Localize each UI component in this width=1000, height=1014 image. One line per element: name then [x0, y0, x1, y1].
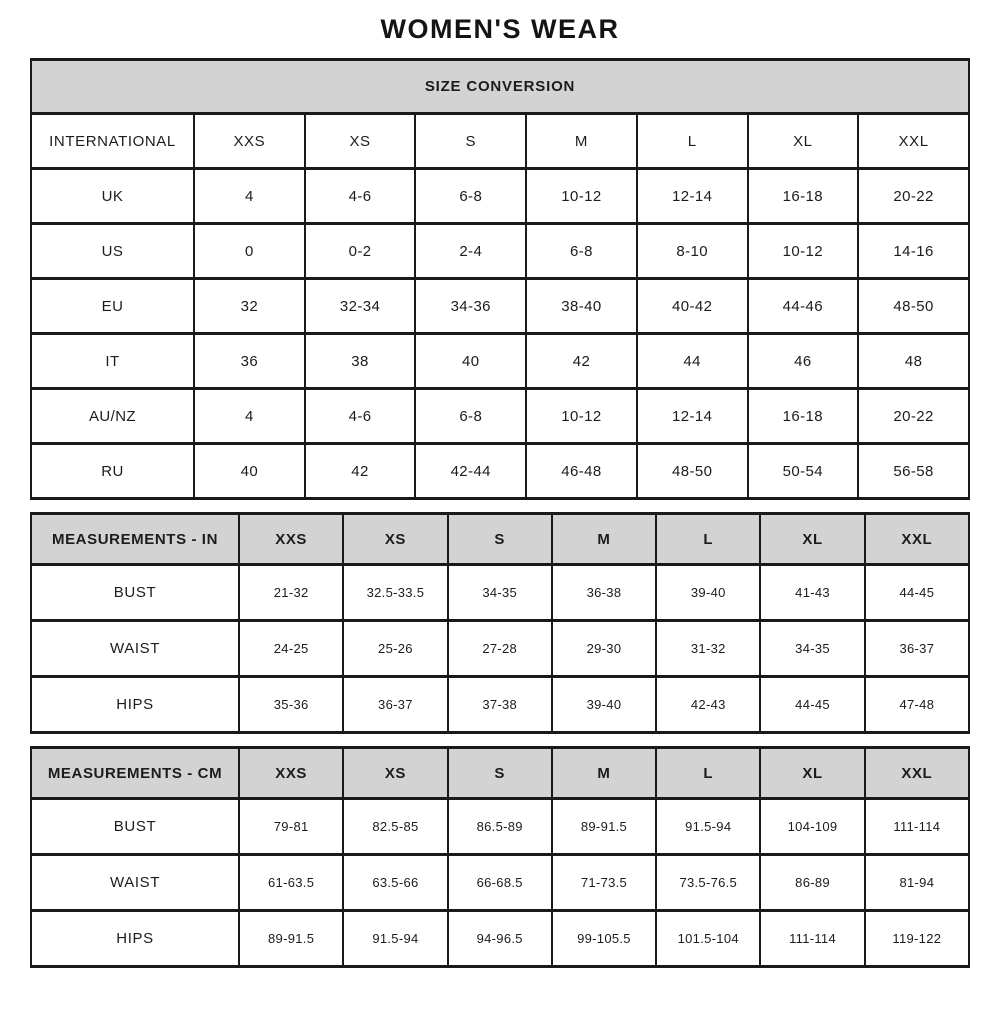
- size-conversion-banner-row: [31, 60, 969, 114]
- cell: 73.5-76.5: [656, 855, 760, 911]
- cell: 104-109: [760, 799, 864, 855]
- cell: 111-114: [865, 799, 969, 855]
- cell: 99-105.5: [552, 911, 656, 967]
- cell: 36-38: [552, 565, 656, 621]
- size-conversion-title: SIZE CONVERSION: [31, 60, 969, 114]
- cell: 32: [194, 279, 305, 334]
- row-label: HIPS: [31, 677, 239, 733]
- cell: 48-50: [858, 279, 969, 334]
- cell: 0-2: [305, 224, 416, 279]
- row-label: HIPS: [31, 911, 239, 967]
- cell: 111-114: [760, 911, 864, 967]
- col-header-l: L: [656, 514, 760, 565]
- size-conversion-table: [30, 58, 970, 500]
- col-header-xxs: XXS: [239, 748, 343, 799]
- cell: 32.5-33.5: [343, 565, 447, 621]
- cell: 16-18: [748, 389, 859, 444]
- cell: 36-37: [865, 621, 969, 677]
- table-row-uk: [31, 169, 969, 224]
- row-label: BUST: [31, 565, 239, 621]
- cell: 34-35: [448, 565, 552, 621]
- col-header-xl: XL: [760, 748, 864, 799]
- col-header-m: M: [552, 514, 656, 565]
- cell: 50-54: [748, 444, 859, 499]
- cell: 32-34: [305, 279, 416, 334]
- cell: 24-25: [239, 621, 343, 677]
- cell: 44-46: [748, 279, 859, 334]
- cell: 42-44: [415, 444, 526, 499]
- cell: 6-8: [415, 169, 526, 224]
- cell: 89-91.5: [552, 799, 656, 855]
- measurements-in-table: [30, 512, 970, 734]
- cell: 10-12: [748, 224, 859, 279]
- cell: 36-37: [343, 677, 447, 733]
- col-header-l: L: [637, 114, 748, 169]
- col-header-xxl: XXL: [865, 748, 969, 799]
- cell: 40: [194, 444, 305, 499]
- measurements-in-title: MEASUREMENTS - IN: [31, 514, 239, 565]
- table-row-waist-in: [31, 621, 969, 677]
- cell: 44: [637, 334, 748, 389]
- cell: 6-8: [526, 224, 637, 279]
- col-header-xs: XS: [343, 748, 447, 799]
- col-header-l: L: [656, 748, 760, 799]
- col-header-xxl: XXL: [858, 114, 969, 169]
- cell: 35-36: [239, 677, 343, 733]
- cell: 56-58: [858, 444, 969, 499]
- size-conversion-column-header-row: [31, 114, 969, 169]
- cell: 8-10: [637, 224, 748, 279]
- cell: 40-42: [637, 279, 748, 334]
- cell: 91.5-94: [656, 799, 760, 855]
- cell: 71-73.5: [552, 855, 656, 911]
- row-label: IT: [31, 334, 194, 389]
- cell: 20-22: [858, 389, 969, 444]
- cell: 38: [305, 334, 416, 389]
- table-row-hips-in: [31, 677, 969, 733]
- table-row-it: [31, 334, 969, 389]
- col-header-m: M: [552, 748, 656, 799]
- measurements-cm-table: [30, 746, 970, 968]
- col-header-m: M: [526, 114, 637, 169]
- cell: 2-4: [415, 224, 526, 279]
- row-label: BUST: [31, 799, 239, 855]
- cell: 36: [194, 334, 305, 389]
- cell: 119-122: [865, 911, 969, 967]
- table-row-aunz: [31, 389, 969, 444]
- cell: 42: [305, 444, 416, 499]
- cell: 10-12: [526, 169, 637, 224]
- cell: 86.5-89: [448, 799, 552, 855]
- row-label: AU/NZ: [31, 389, 194, 444]
- cell: 10-12: [526, 389, 637, 444]
- cell: 38-40: [526, 279, 637, 334]
- cell: 4: [194, 389, 305, 444]
- cell: 14-16: [858, 224, 969, 279]
- cell: 86-89: [760, 855, 864, 911]
- cell: 48: [858, 334, 969, 389]
- cell: 4-6: [305, 389, 416, 444]
- cell: 63.5-66: [343, 855, 447, 911]
- cell: 44-45: [865, 565, 969, 621]
- cell: 61-63.5: [239, 855, 343, 911]
- cell: 46: [748, 334, 859, 389]
- row-label: UK: [31, 169, 194, 224]
- cell: 42-43: [656, 677, 760, 733]
- row-label: WAIST: [31, 621, 239, 677]
- cell: 31-32: [656, 621, 760, 677]
- cell: 94-96.5: [448, 911, 552, 967]
- cell: 48-50: [637, 444, 748, 499]
- cell: 6-8: [415, 389, 526, 444]
- col-header-xxs: XXS: [239, 514, 343, 565]
- row-label: WAIST: [31, 855, 239, 911]
- col-header-s: S: [448, 514, 552, 565]
- cell: 4: [194, 169, 305, 224]
- col-header-s: S: [415, 114, 526, 169]
- col-header-xs: XS: [343, 514, 447, 565]
- col-header-s: S: [448, 748, 552, 799]
- cell: 39-40: [552, 677, 656, 733]
- cell: 34-36: [415, 279, 526, 334]
- page-title: WOMEN'S WEAR: [380, 14, 620, 44]
- col-header-xxl: XXL: [865, 514, 969, 565]
- col-header-international: INTERNATIONAL: [31, 114, 194, 169]
- table-row-bust-cm: [31, 799, 969, 855]
- cell: 12-14: [637, 169, 748, 224]
- row-label: RU: [31, 444, 194, 499]
- cell: 41-43: [760, 565, 864, 621]
- measurements-in-header-row: [31, 514, 969, 565]
- cell: 39-40: [656, 565, 760, 621]
- cell: 79-81: [239, 799, 343, 855]
- cell: 21-32: [239, 565, 343, 621]
- table-row-bust-in: [31, 565, 969, 621]
- cell: 89-91.5: [239, 911, 343, 967]
- cell: 12-14: [637, 389, 748, 444]
- cell: 101.5-104: [656, 911, 760, 967]
- size-chart-page: [0, 14, 1000, 968]
- cell: 47-48: [865, 677, 969, 733]
- table-row-eu: [31, 279, 969, 334]
- col-header-xl: XL: [748, 114, 859, 169]
- cell: 81-94: [865, 855, 969, 911]
- cell: 0: [194, 224, 305, 279]
- cell: 42: [526, 334, 637, 389]
- cell: 40: [415, 334, 526, 389]
- cell: 91.5-94: [343, 911, 447, 967]
- measurements-cm-title: MEASUREMENTS - CM: [31, 748, 239, 799]
- cell: 82.5-85: [343, 799, 447, 855]
- cell: 16-18: [748, 169, 859, 224]
- cell: 46-48: [526, 444, 637, 499]
- cell: 34-35: [760, 621, 864, 677]
- cell: 25-26: [343, 621, 447, 677]
- table-row-us: [31, 224, 969, 279]
- row-label: US: [31, 224, 194, 279]
- cell: 44-45: [760, 677, 864, 733]
- cell: 66-68.5: [448, 855, 552, 911]
- table-row-ru: [31, 444, 969, 499]
- col-header-xl: XL: [760, 514, 864, 565]
- cell: 20-22: [858, 169, 969, 224]
- table-row-hips-cm: [31, 911, 969, 967]
- row-label: EU: [31, 279, 194, 334]
- col-header-xxs: XXS: [194, 114, 305, 169]
- cell: 29-30: [552, 621, 656, 677]
- col-header-xs: XS: [305, 114, 416, 169]
- cell: 4-6: [305, 169, 416, 224]
- cell: 37-38: [448, 677, 552, 733]
- cell: 27-28: [448, 621, 552, 677]
- table-row-waist-cm: [31, 855, 969, 911]
- measurements-cm-header-row: [31, 748, 969, 799]
